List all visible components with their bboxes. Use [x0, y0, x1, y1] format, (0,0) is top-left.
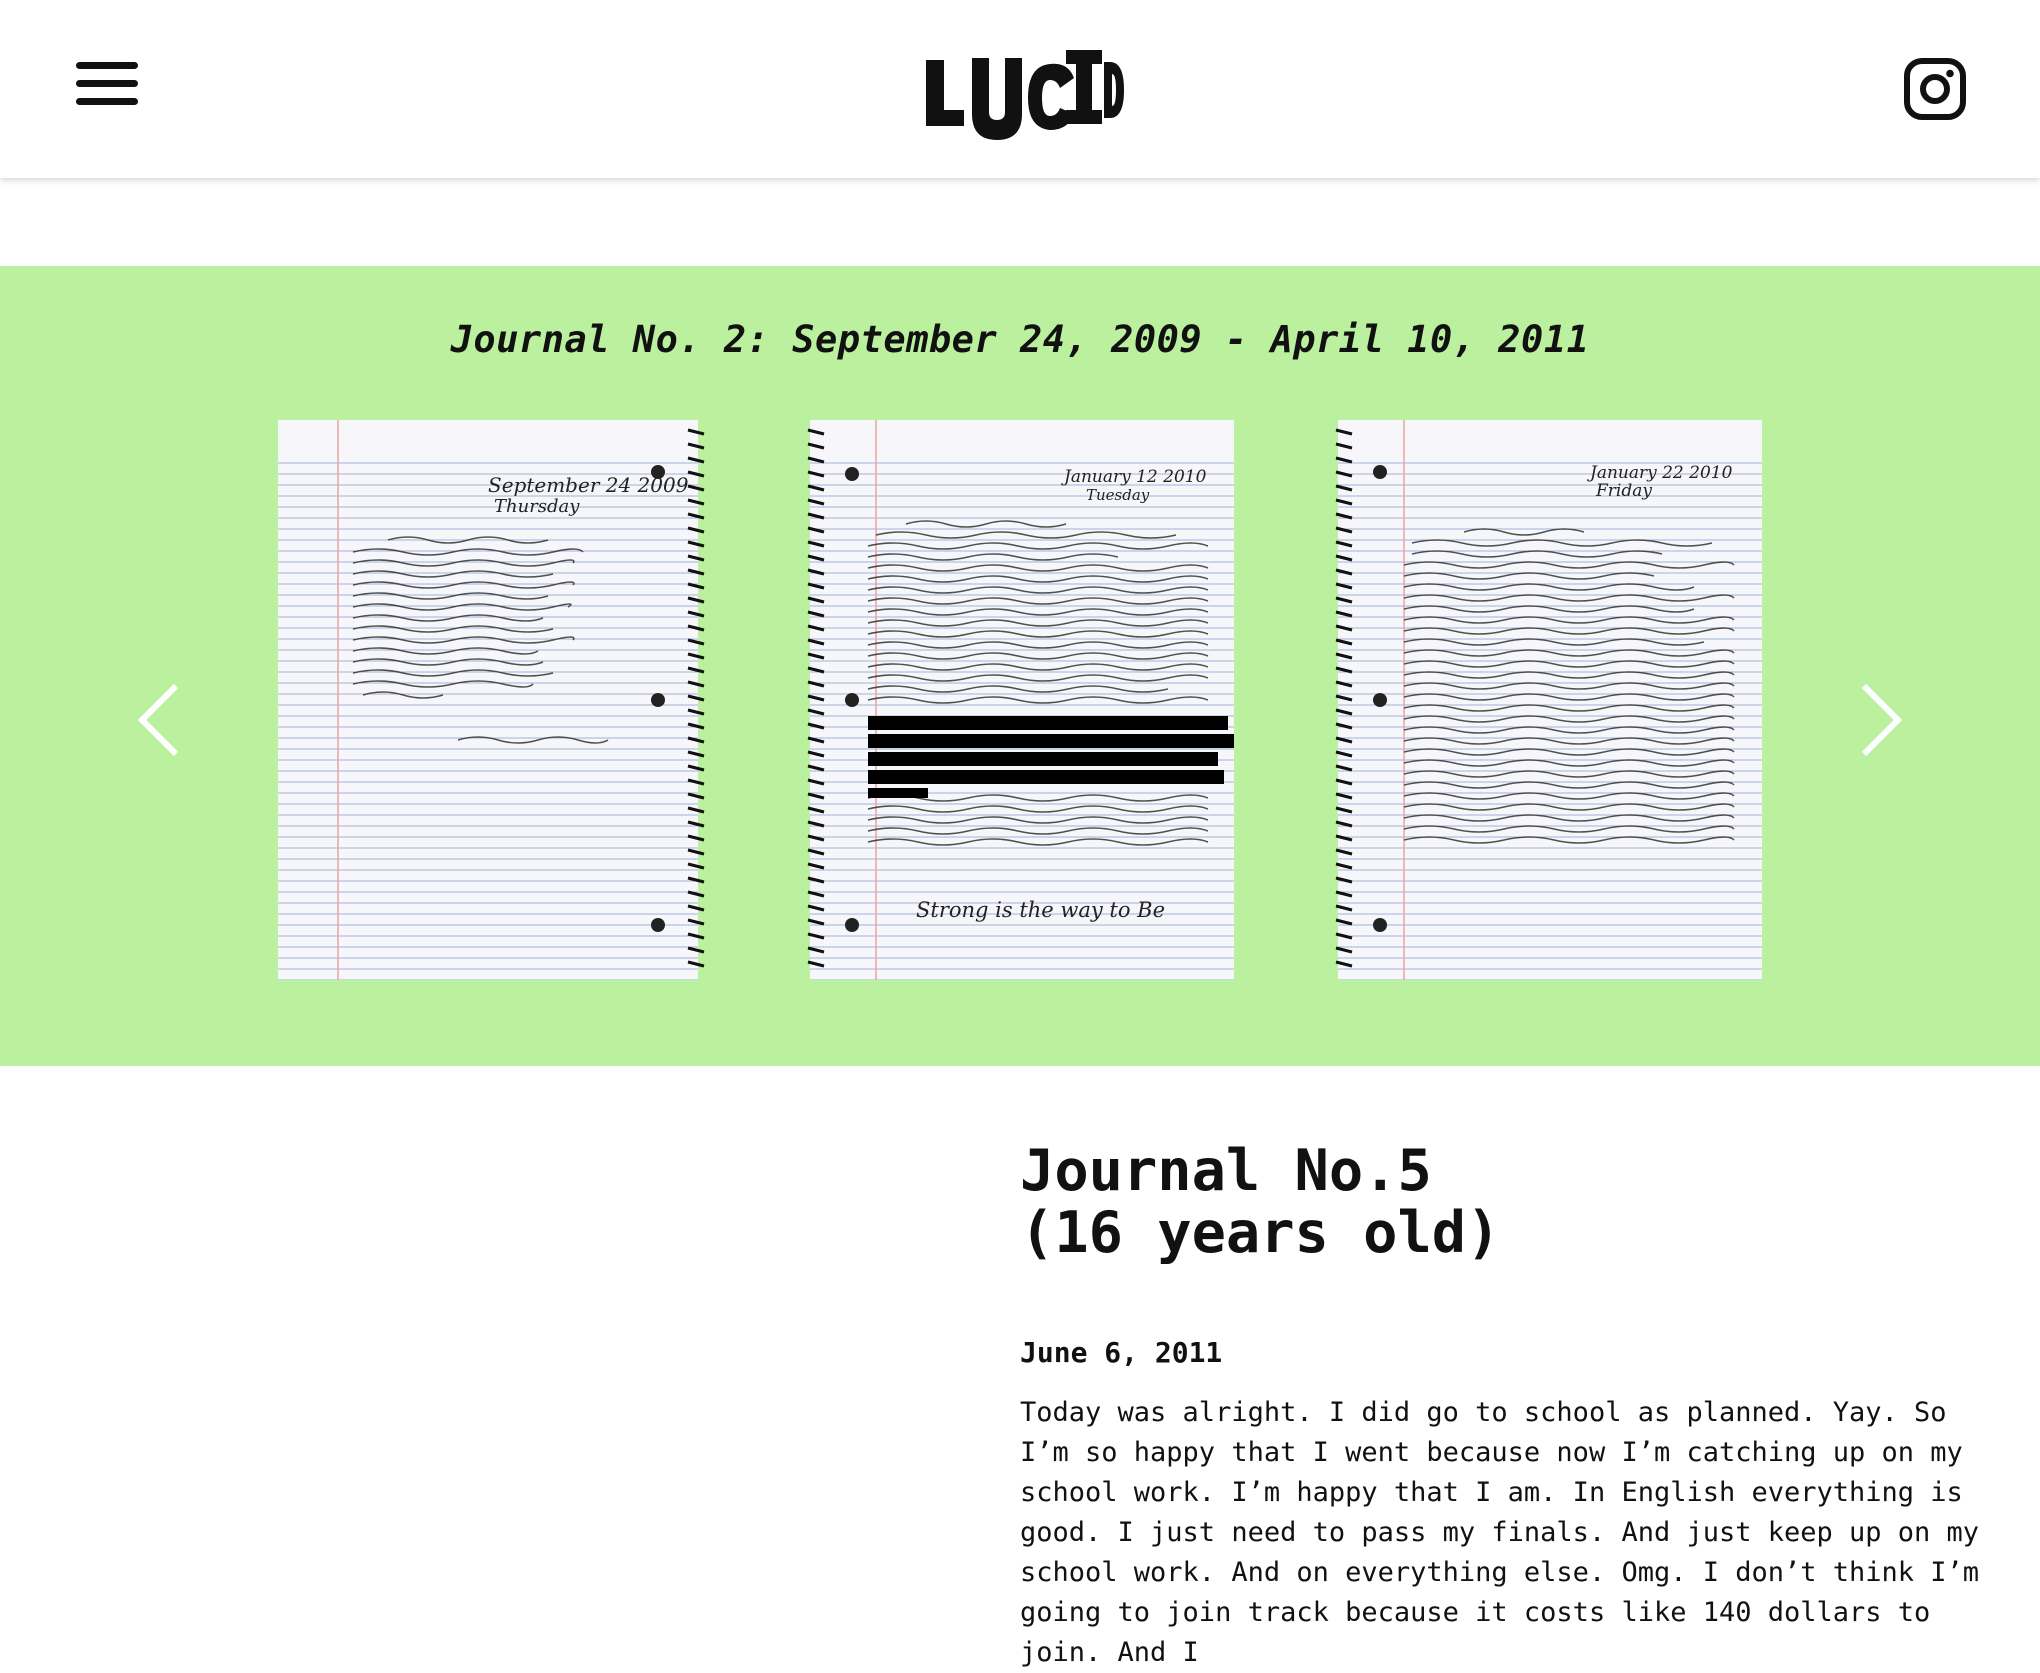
chevron-left-icon[interactable] — [134, 680, 184, 760]
page-date: January 12 2010 — [1064, 467, 1207, 487]
page-day: Thursday — [494, 496, 580, 517]
page-closing: Strong is the way to Be — [916, 898, 1166, 922]
lucid-logo[interactable] — [924, 50, 1124, 146]
journal-page-image[interactable] — [806, 420, 1236, 980]
entry-date: June 6, 2011 — [1020, 1336, 1223, 1369]
journal-page-image[interactable] — [278, 420, 708, 980]
entry-title — [1020, 1140, 1980, 1264]
hamburger-menu-icon[interactable] — [76, 62, 138, 106]
entry-title-line2: (16 years old) — [1020, 1200, 1501, 1266]
site-header — [0, 0, 2040, 178]
chevron-right-icon[interactable] — [1856, 680, 1906, 760]
page-date: January 22 2010 — [1590, 463, 1733, 483]
journal-carousel — [0, 266, 2040, 1066]
entry-title-line1: Journal No.5 — [1020, 1138, 1432, 1204]
entry-text: Today was alright. I did go to school as planned. Yay. So I’m so happy that I went because now I’m catching up on my school work. I’m happy that I am. In English everything is good. I just need to pass my finals. And just keep up on my school work. And on everything else. Omg. I don’t think I’m going to join track because it costs like 140 dollars to join. And I — [1020, 1397, 1980, 1668]
page-day: Tuesday — [1086, 486, 1150, 504]
page-day: Friday — [1596, 481, 1652, 501]
page-date: September 24 2009 — [488, 473, 689, 497]
journal-page-image[interactable] — [1334, 420, 1764, 980]
journal-entry — [1020, 1140, 1980, 1673]
carousel-title: Journal No. 2: September 24, 2009 - April 10, 2011 — [450, 318, 1590, 361]
instagram-icon[interactable] — [1904, 58, 1966, 120]
